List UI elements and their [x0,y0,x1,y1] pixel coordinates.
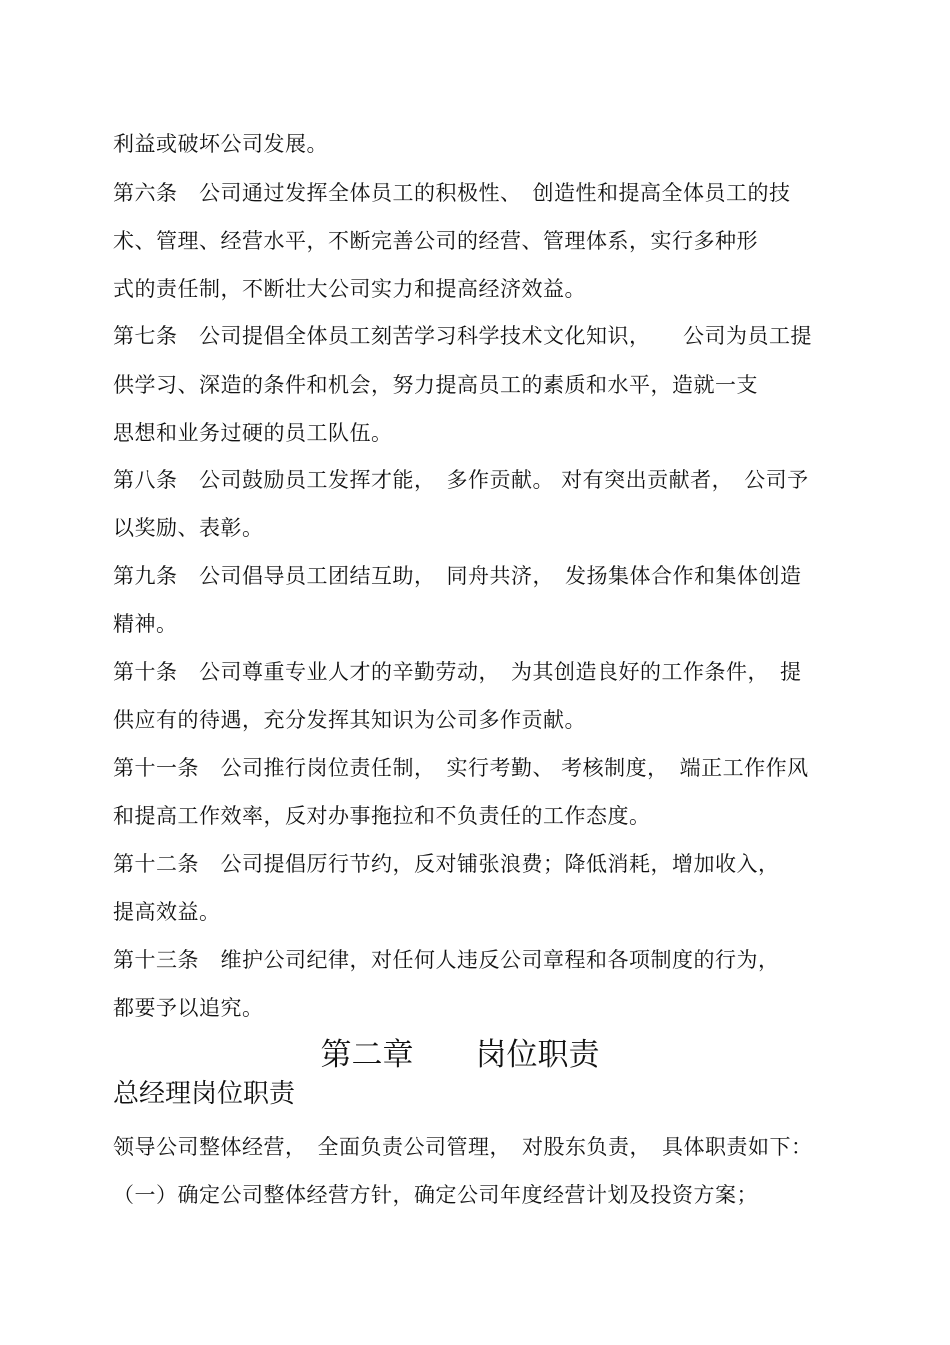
text-line: 第六条 公司通过发挥全体员工的积极性、 创造性和提高全体员工的技 [113,181,791,205]
text-line: 和提高工作效率，反对办事拖拉和不负责任的工作态度。 [113,804,651,828]
text-line: 第九条 公司倡导员工团结互助， 同舟共济， 发扬集体合作和集体创造 [113,564,802,588]
text-line: 供应有的待遇，充分发挥其知识为公司多作贡献。 [113,708,586,732]
text-line: （一）确定公司整体经营方针，确定公司年度经营计划及投资方案； [113,1183,758,1207]
text-line: 第十二条 公司提倡厉行节约，反对铺张浪费；降低消耗，增加收入， [113,852,780,876]
text-line: 第十三条 维护公司纪律，对任何人违反公司章程和各项制度的行为， [113,948,780,972]
text-line: 利益或破坏公司发展。 [113,132,328,156]
text-line: 第十一条 公司推行岗位责任制， 实行考勤、 考核制度， 端正工作作风 [113,756,809,780]
text-line: 供学习、深造的条件和机会，努力提高员工的素质和水平，造就一支 [113,373,758,397]
text-line: 以奖励、表彰。 [113,516,264,540]
text-line: 思想和业务过硬的员工队伍。 [113,421,393,445]
text-line: 领导公司整体经营， 全面负责公司管理， 对股东负责， 具体职责如下： [113,1135,813,1159]
text-line: 第十条 公司尊重专业人才的辛勤劳动， 为其创造良好的工作条件， 提 [113,660,802,684]
text-line: 式的责任制，不断壮大公司实力和提高经济效益。 [113,277,586,301]
section-title: 总经理岗位职责 [113,1079,296,1109]
text-line: 第七条 公司提倡全体员工刻苦学习科学技术文化知识， 公司为员工提 [113,324,812,348]
text-line: 术、管理、经营水平，不断完善公司的经营、管理体系，实行多种形 [113,229,758,253]
text-line: 都要予以追究。 [113,996,264,1020]
chapter-title: 第二章 岗位职责 [320,1037,600,1073]
text-line: 提高效益。 [113,900,221,924]
text-line: 第八条 公司鼓励员工发挥才能， 多作贡献。 对有突出贡献者， 公司予 [113,468,809,492]
text-line: 精神。 [113,612,178,636]
